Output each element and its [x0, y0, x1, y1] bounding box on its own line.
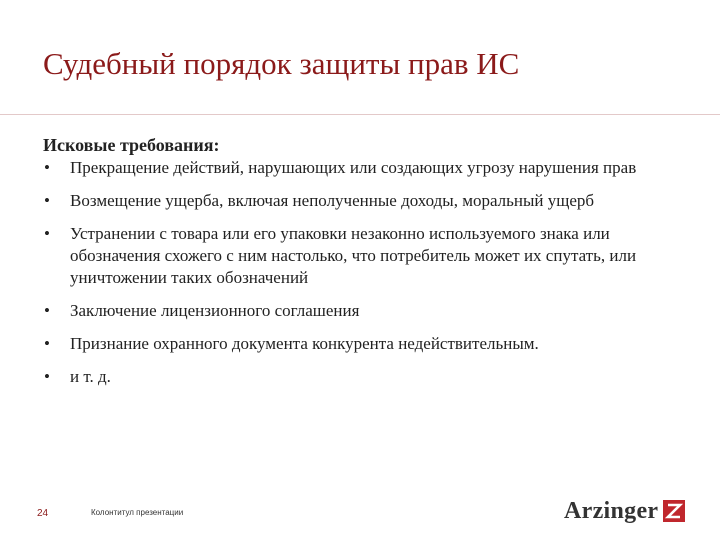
bullet-icon: • — [44, 367, 50, 386]
list-item-text: Заключение лицензионного соглашения — [70, 301, 360, 320]
slide-title: Судебный порядок защиты прав ИС — [43, 46, 520, 81]
list-item — [43, 190, 683, 212]
title-divider — [0, 114, 720, 115]
bullet-icon: • — [44, 334, 50, 353]
claims-list — [43, 157, 683, 388]
bullet-icon: • — [44, 224, 50, 243]
brand-logo — [564, 496, 685, 526]
list-item — [43, 223, 683, 289]
list-item-text: Прекращение действий, нарушающих или создающих угрозу нарушения прав — [70, 158, 637, 177]
list-item — [43, 157, 683, 179]
list-item-text: Возмещение ущерба, включая неполученные доходы, моральный ущерб — [70, 191, 595, 210]
bullet-icon: • — [44, 158, 50, 177]
bullet-icon: • — [44, 191, 50, 210]
brand-name: Arzinger — [564, 497, 659, 524]
arzinger-logo-mark-icon — [663, 500, 685, 522]
list-item — [43, 333, 683, 355]
slide-content — [43, 134, 683, 388]
bullet-icon: • — [44, 301, 50, 320]
list-item-text: Устранении с товара или его упаковки незаконно используемого знака или обозначения схожего с ним настолько, что потребитель может их спутать, или уничтожении таких обозначений — [70, 224, 637, 287]
list-item-text: Признание охранного документа конкурента недействительным. — [70, 334, 539, 353]
page-number: 24 — [37, 508, 49, 519]
list-item-text: и т. д. — [70, 367, 111, 386]
claims-heading: Исковые требования: — [43, 135, 220, 155]
list-item — [43, 366, 683, 388]
list-item — [43, 300, 683, 322]
footer-note: Колонтитул презентации — [91, 508, 184, 517]
